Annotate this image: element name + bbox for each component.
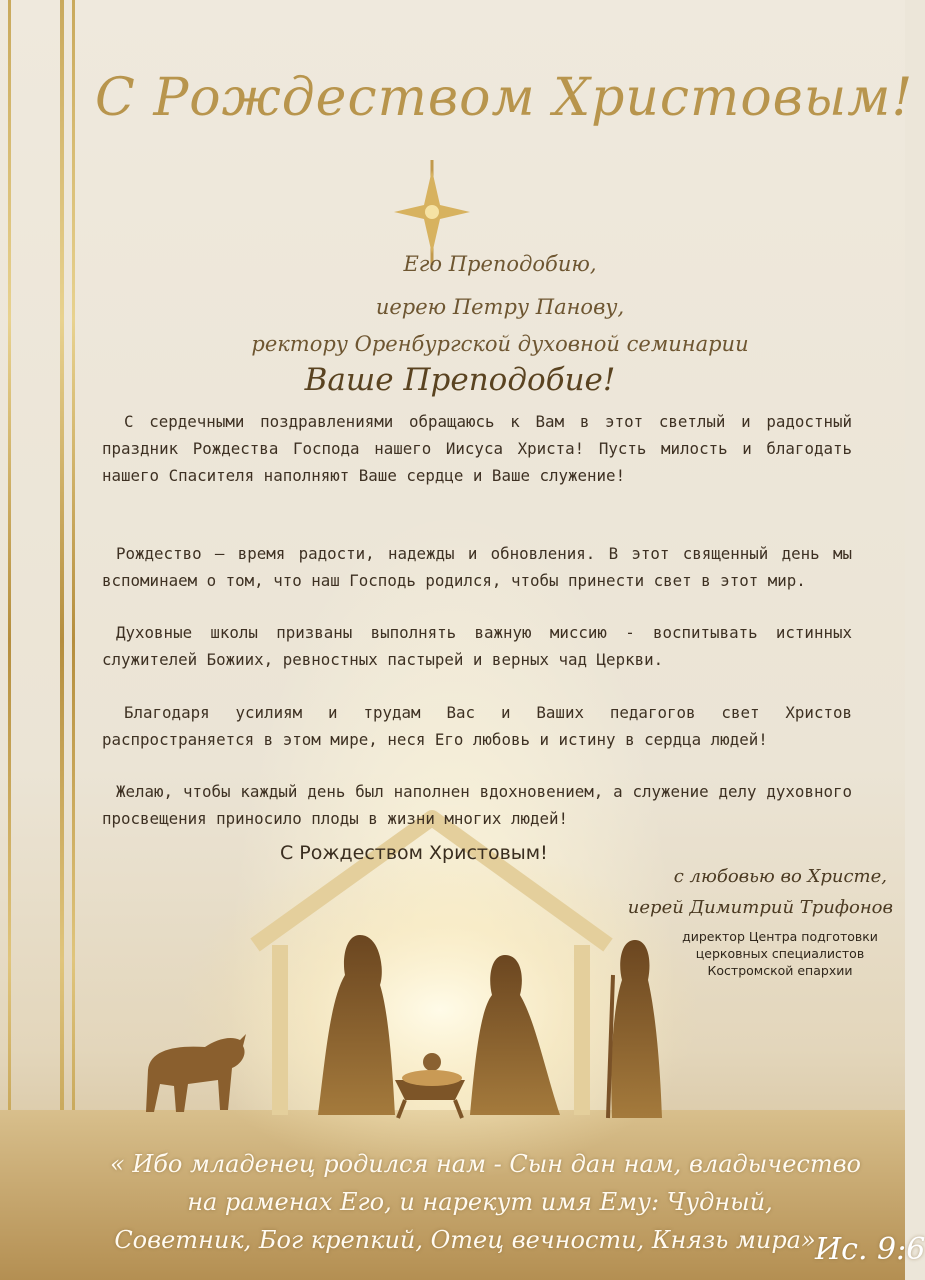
- body-paragraph-4: Благодаря усилиям и трудам Вас и Ваших педагогов свет Христов распространяется в этом мире, неся Его любовь и истину в сердца людей!: [102, 703, 852, 749]
- addressee-line-3: ректору Оренбургской духовной семинарии: [251, 332, 749, 356]
- closing-greeting: С Рождеством Христовым!: [280, 842, 548, 864]
- verse-line-1: « Ибо младенец родился нам - Сын дан нам, владычество: [110, 1150, 862, 1178]
- signature-title-line-1: директор Центра подготовки: [682, 929, 878, 944]
- verse-line-3: Советник, Бог крепкий, Отец вечности, Князь мира»: [114, 1226, 816, 1254]
- verse-line-2: на раменах Его, и нарекут имя Ему: Чудный,: [187, 1188, 773, 1216]
- body-paragraph-3: Духовные школы призваны выполнять важную миссию - воспитывать истинных служителей Божиих, ревностных пастырей и верных чад Церкви.: [102, 623, 852, 669]
- body-paragraph-1: С сердечными поздравлениями обращаюсь к Вам в этот светлый и радостный праздник Рождества Господа нашего Иисуса Христа! Пусть милость и благодать нашего Спасителя наполняют Ваше сердце и Ваше служение!: [102, 412, 852, 485]
- signature-title: [660, 928, 900, 979]
- page-title: С Рождеством Христовым!: [95, 68, 914, 128]
- signature-title-line-2: церковных специалистов: [695, 946, 865, 961]
- signature-line-1: с любовью во Христе,: [673, 866, 887, 887]
- body-paragraph-5: Желаю, чтобы каждый день был наполнен вдохновением, а служение делу духовного просвещения приносило плоды в жизни многих людей!: [102, 782, 852, 828]
- signature-title-line-3: Костромской епархии: [707, 963, 853, 978]
- addressee-line-1: Его Преподобию,: [403, 252, 597, 276]
- salutation: Ваше Преподобие!: [304, 362, 616, 398]
- star-of-bethlehem-icon: [394, 160, 470, 265]
- addressee-line-2: иерею Петру Панову,: [375, 295, 625, 319]
- verse-reference: Ис. 9:6: [815, 1232, 925, 1267]
- body-paragraph-2: Рождество — время радости, надежды и обновления. В этот священный день мы вспоминаем о том, что наш Господь родился, чтобы принести свет в этот мир.: [102, 544, 852, 590]
- signature-name: иерей Димитрий Трифонов: [627, 897, 893, 918]
